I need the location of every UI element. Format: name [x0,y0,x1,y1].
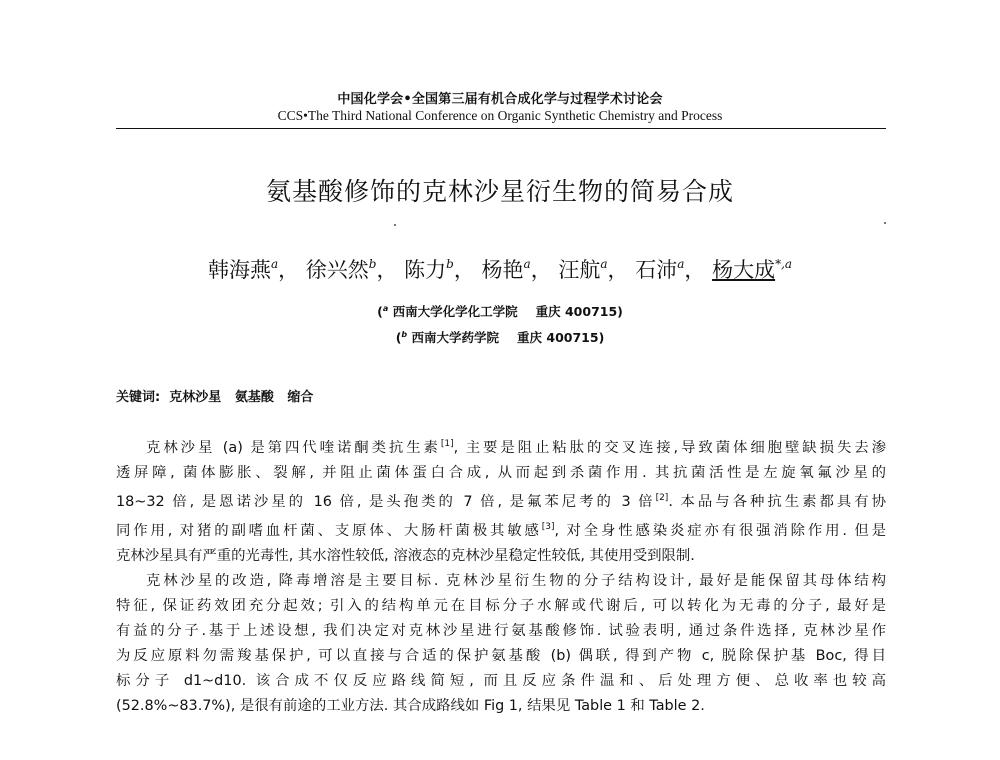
p2-line-4: 为反应原料勿需羧基保护, 可以直接与合适的保护氨基酸 (b) 偶联, 得到产物 c, 脱除保护基 Boc, 得目 [116,648,886,664]
header-rule [116,128,886,129]
citation-2: [2] [655,493,669,503]
p1-line-1: 克林沙星 (a) 是第四代喹诺酮类抗生素[1], 主要是阻止粘肽的交叉连接,导致菌体细胞壁缺损失去渗 [146,439,886,456]
p2-line-1: 克林沙星的改造, 降毒增溶是主要目标. 克林沙星衍生物的分子结构设计, 最好是能保留其母体结构 [146,573,886,589]
author-chen-li: 陈力$^b$， [404,257,475,282]
p2-line-6: (52.8%~83.7%), 是很有前途的工业方法. 其合成路线如 Fig 1, 结果见 Table 1 和 Table 2. [116,698,705,714]
author-xu-xingran: 徐兴然$^b$， [305,257,398,282]
keywords-line [116,386,313,405]
author-yang-yan: 杨艳$^a$， [481,257,552,282]
conference-header-chinese: 中国化学会•全国第三届有机合成化学与过程学术讨论会 [337,92,663,107]
paper-title: 氨基酸修饰的克林沙星衍生物的简易合成 [265,177,734,206]
author-han-haiyan: 韩海燕$^a$， [207,257,300,282]
keywords-label: 关键词: [116,390,161,405]
author-wang-hang: 汪航$^a$， [558,257,629,282]
p1-line-2: 透屏障, 菌体膨胀、裂解, 并阻止菌体蛋白合成, 从而起到杀菌作用. 其抗菌活性是左旋氧氟沙星的 [116,465,886,481]
scan-speck [884,222,886,224]
author-yang-dacheng: 杨大成$^{*,a}$ [712,257,793,282]
keywords-items: 克林沙星 氨基酸 缩合 [169,390,314,405]
p2-line-3: 有益的分子.基于上述设想, 我们决定对克林沙星进行氨基酸修饰. 试验表明, 通过条件选择, 克林沙星作 [116,623,886,639]
citation-3: [3] [541,522,555,532]
p2-line-2: 特征, 保证药效团充分起效; 引入的结构单元在目标分子水解或代谢后, 可以转化为无毒的分子, 最好是 [116,598,886,614]
conference-header-english: CCS•The Third National Conference on Organic Synthetic Chemistry and Process [277,108,723,123]
author-list [0,254,1000,284]
affiliation-a: ($^a$ 西南大学化学化工学院 重庆 400715) [377,303,623,319]
p1-line-3: 18~32 倍, 是恩诺沙星的 16 倍, 是头孢类的 7 倍, 是氟苯尼考的 3 倍[2]. 本品与各种抗生素都具有协 [116,493,886,510]
p2-line-5: 标分子 d1~d10. 该合成不仅反应路线简短, 而且反应条件温和、后处理方便、总收率也较高 [116,673,886,689]
scan-speck [394,224,396,226]
p1-line-4: 同作用, 对猪的副嗜血杆菌、支原体、大肠杆菌极其敏感[3], 对全身性感染炎症亦有很强消除作用. 但是 [116,522,886,539]
p1-line-5: 克林沙星具有严重的光毒性, 其水溶性较低, 溶液态的克林沙星稳定性较低, 其使用受到限制. [116,548,695,564]
affiliation-b: ($^b$ 西南大学药学院 重庆 400715) [395,329,605,345]
author-shi-pei: 石沛$^a$， [635,257,706,282]
citation-1: [1] [440,439,454,449]
body-text [116,432,886,719]
